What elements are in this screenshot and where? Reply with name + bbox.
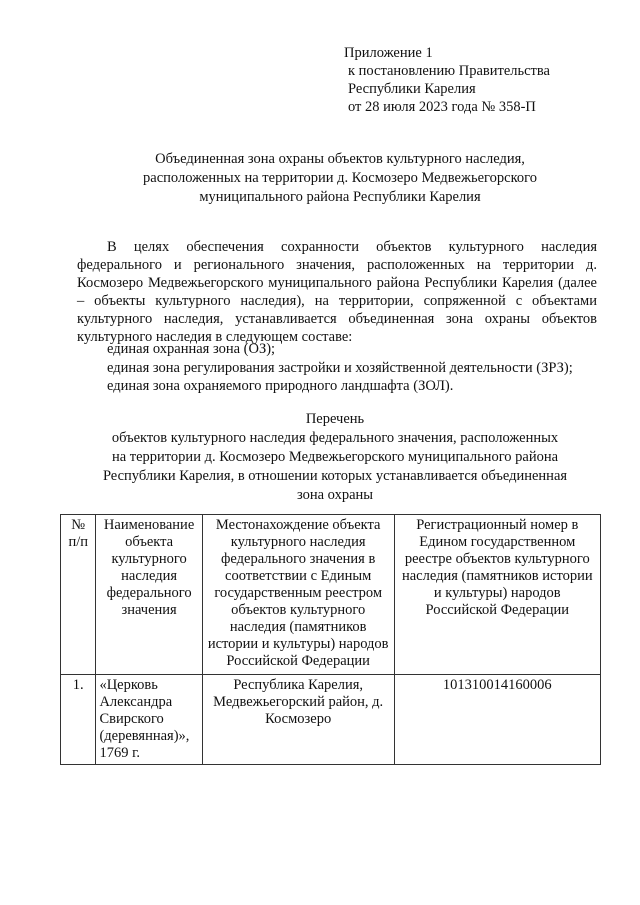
header-location: Местонахождение объекта культурного наследия федерального значения в соответствии с Единым государственным реестром объектов культурного наследия (памятников истории и культуры) народов Российской Федерации	[202, 515, 394, 675]
zone-item-oz: единая охранная зона (ОЗ);	[107, 341, 276, 357]
intro-section	[77, 238, 597, 346]
cell-name: «Церковь Александра Свирского (деревянная)», 1769 г.	[96, 675, 202, 765]
header-number: № п/п	[61, 515, 96, 675]
title-line-3: муниципального района Республики Карелия	[199, 189, 481, 205]
cell-number: 1.	[61, 675, 96, 765]
title-line-2: расположенных на территории д. Космозеро Медвежьегорского	[143, 170, 537, 186]
zone-item-zol: единая зона охраняемого природного ландшафта (ЗОЛ).	[107, 378, 454, 394]
appendix-line-4: от 28 июля 2023 года № 358-П	[348, 99, 536, 115]
list-heading-line-3: на территории д. Космозеро Медвежьегорского муниципального района	[111, 449, 559, 465]
zone-item-zrz: единая зона регулирования застройки и хозяйственной деятельности (ЗРЗ);	[107, 359, 573, 376]
list-heading-line-1: Перечень	[305, 411, 365, 427]
appendix-line-2: к постановлению Правительства	[348, 63, 550, 79]
header-registration: Регистрационный номер в Едином государственном реестре объектов культурного наследия (памятников истории и культуры) народов Российской Федерации	[394, 515, 600, 675]
list-heading-line-4: Республики Карелия, в отношении которых устанавливается объединенная	[102, 468, 568, 484]
list-heading-line-5: зона охраны	[296, 487, 374, 503]
document-title	[60, 150, 620, 207]
zones-list	[107, 340, 573, 396]
appendix-line-3: Республики Карелия	[348, 81, 476, 97]
table-header-row	[61, 515, 601, 675]
intro-paragraph: В целях обеспечения сохранности объектов культурного наследия федерального и регионального значения, расположенных на территории д. Космозеро Медвежьегорского муниципального района Республики Карелия (далее – объекты культурного наследия), на территории, сопряженной с объектами культурного наследия, устанавливается объединенная зона охраны объектов культурного наследия в следующем составе:	[77, 239, 597, 345]
title-line-1: Объединенная зона охраны объектов культурного наследия,	[155, 151, 525, 167]
table-row	[61, 675, 601, 765]
list-heading-line-2: объектов культурного наследия федерального значения, расположенных	[111, 430, 559, 446]
monuments-table	[60, 514, 601, 765]
header-name: Наименование объекта культурного наследия федерального значения	[96, 515, 202, 675]
appendix-line-1: Приложение 1	[344, 45, 433, 61]
appendix-header	[344, 44, 550, 116]
list-heading	[70, 410, 600, 505]
cell-registration: 101310014160006	[394, 675, 600, 765]
cell-location: Республика Карелия, Медвежьегорский район, д. Космозеро	[202, 675, 394, 765]
